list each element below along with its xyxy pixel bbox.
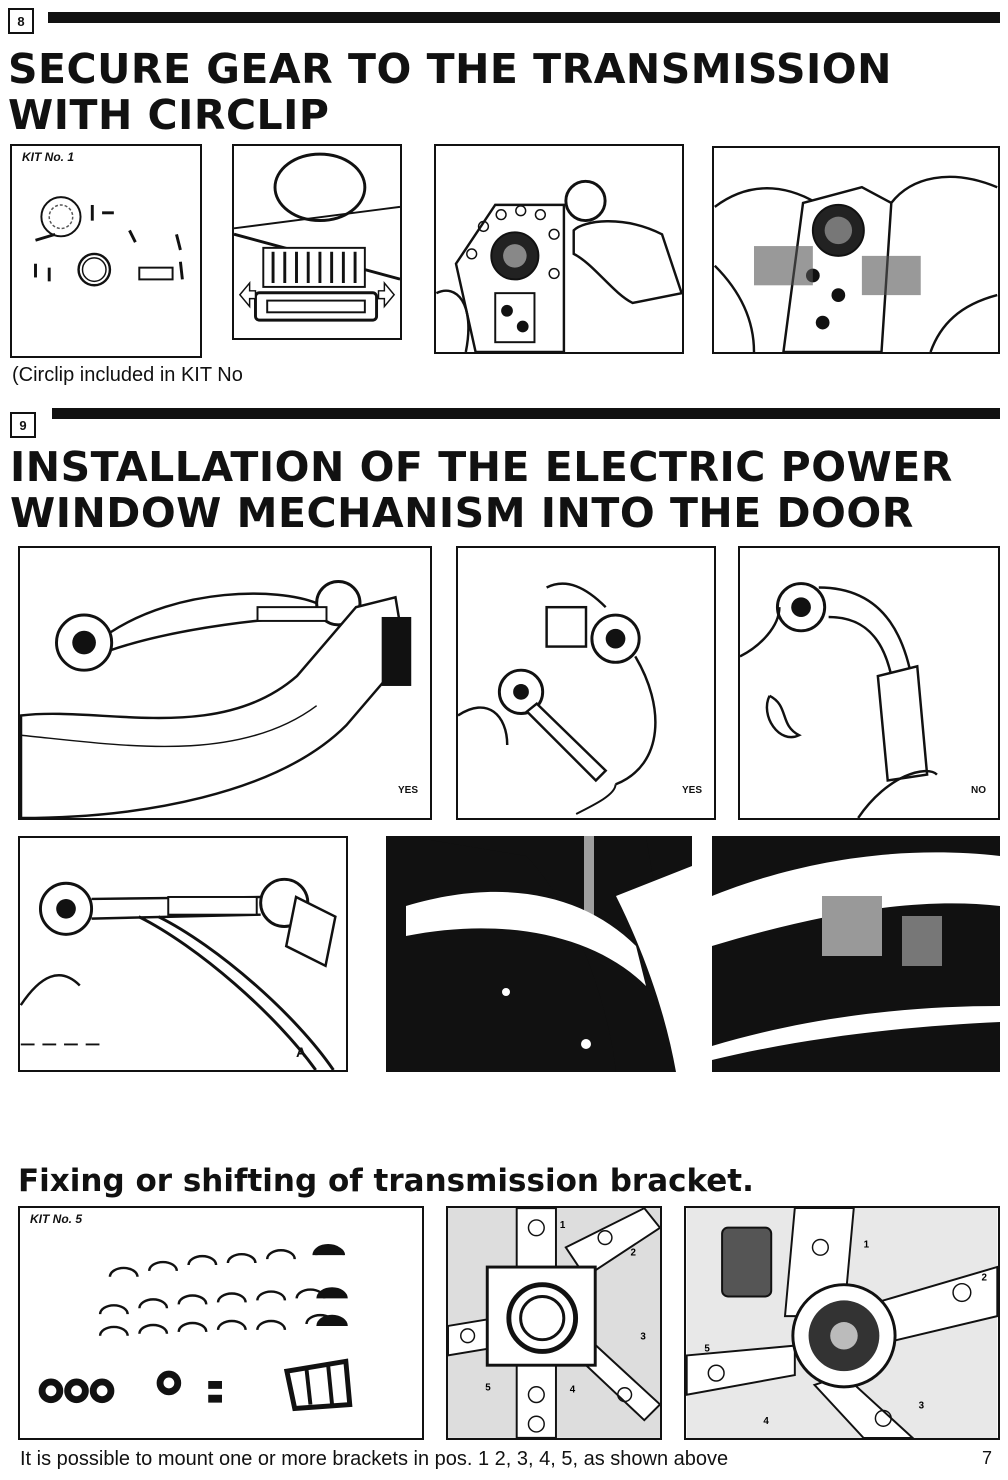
step-number-8: 8 <box>8 8 34 34</box>
kit-1-parts-image <box>10 144 202 358</box>
position-2-label: 2 <box>630 1247 637 1259</box>
bracket-section-title: Fixing or shifting of transmission bracket. <box>18 1163 754 1199</box>
position-5-label: 5 <box>704 1343 710 1355</box>
section-divider <box>48 12 1000 23</box>
mechanism-held-correctly-2 <box>456 546 716 820</box>
section-9-title: INSTALLATION OF THE ELECTRIC POWER WINDOW MECHANISM INTO THE DOOR <box>10 443 953 537</box>
door-cavity-photo-1 <box>386 836 692 1072</box>
position-3-label: 3 <box>640 1331 646 1343</box>
kit-5-parts-image <box>18 1206 424 1440</box>
mechanism-held-incorrectly <box>738 546 1000 820</box>
fitting-circlip-drawing <box>434 144 684 354</box>
no-label: NO <box>971 785 986 796</box>
circlip-and-gear-drawing <box>232 144 402 340</box>
kit-label: KIT No. 5 <box>30 1212 83 1226</box>
position-3-label: 3 <box>918 1400 925 1412</box>
position-4-label: 4 <box>569 1384 576 1396</box>
position-1-label: 1 <box>559 1219 566 1231</box>
position-2-label: 2 <box>981 1272 988 1284</box>
page-number: 7 <box>982 1448 993 1468</box>
mechanism-held-correctly-1 <box>18 546 432 820</box>
circlip-caption: (Circlip included in KIT No <box>12 364 243 386</box>
feeding-mechanism-drawing <box>18 836 348 1072</box>
kit-label: KIT No. 1 <box>22 150 75 164</box>
bracket-caption: It is possible to mount one or more brackets in pos. 1 2, 3, 4, 5, as shown above <box>20 1448 729 1470</box>
section-divider <box>52 408 1000 419</box>
pressing-circlip-drawing <box>712 146 1000 354</box>
yes-label: YES <box>681 785 702 796</box>
bracket-positions-photo-2 <box>684 1206 1000 1440</box>
position-4-label: 4 <box>763 1416 769 1428</box>
bracket-positions-photo-1 <box>446 1206 662 1440</box>
yes-label: YES <box>397 785 418 796</box>
door-cavity-photo-2 <box>712 836 1000 1072</box>
section-8-title: SECURE GEAR TO THE TRANSMISSION WITH CIRCLIP <box>8 45 892 139</box>
position-1-label: 1 <box>863 1239 870 1251</box>
marker-a: A <box>296 1044 307 1060</box>
position-5-label: 5 <box>485 1382 491 1394</box>
step-number-9: 9 <box>10 412 36 438</box>
